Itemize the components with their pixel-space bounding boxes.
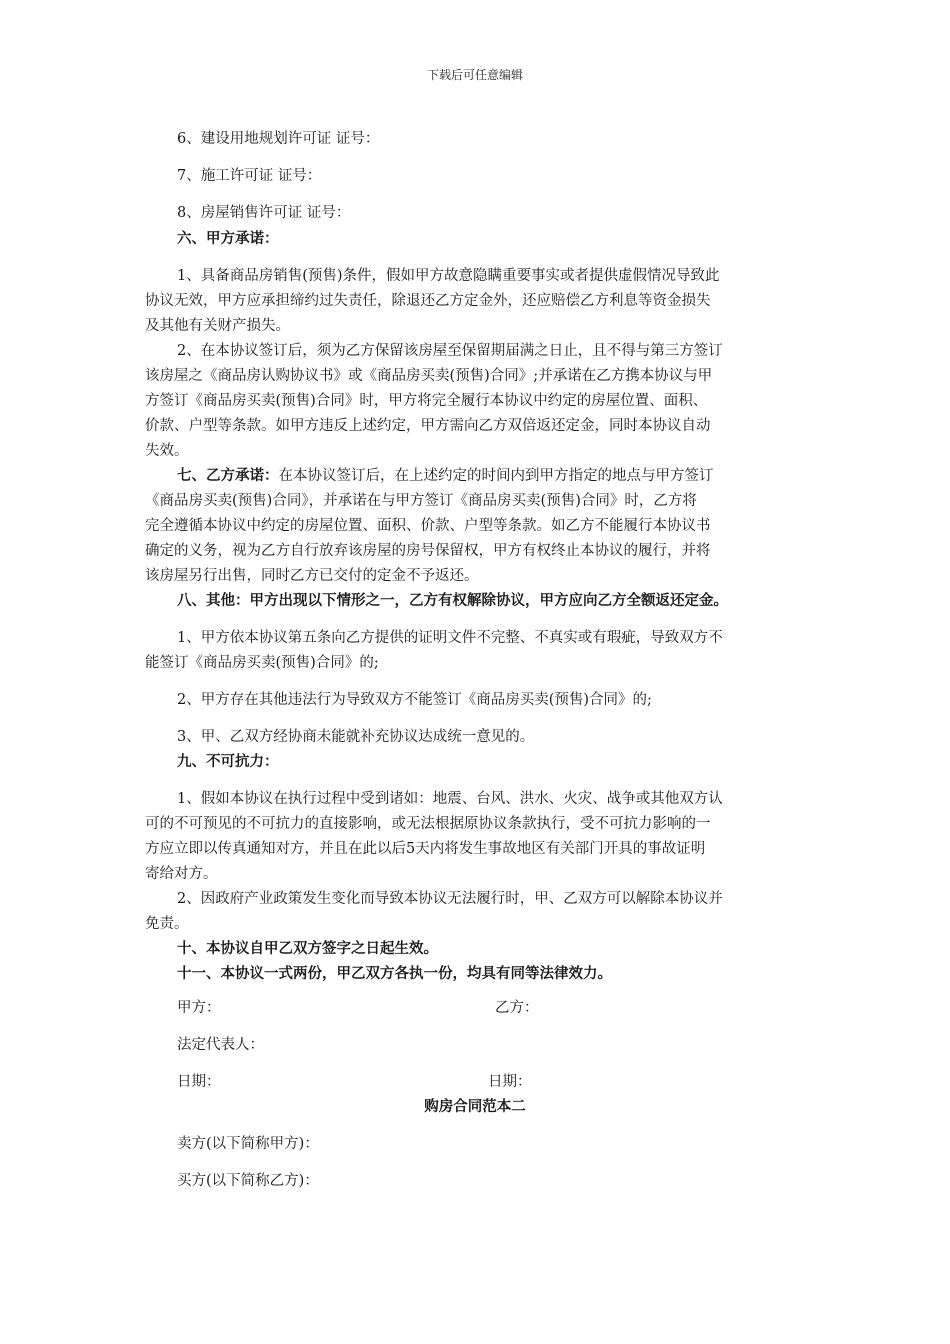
clause-line: 2、因政府产业政策发生变化而导致本协议无法履行时，甲、乙双方可以解除本协议并 [177, 891, 723, 907]
clause-line: 3、甲、乙双方经协商未能就补充协议达成统一意见的。 [177, 729, 535, 745]
section-heading: 六、甲方承诺： [177, 230, 279, 247]
clause-text: 在本协议签订后，在上述约定的时间内到甲方指定的地点与甲方签订 [278, 468, 714, 484]
party-a-signature-label: 甲方： [177, 1000, 221, 1016]
section-heading: 八、其他：甲方出现以下情形之一，乙方有权解除协议，甲方应向乙方全额返还定金。 [177, 592, 728, 609]
clause-line: 能签订《商品房买卖(预售)合同》的; [145, 655, 379, 671]
clause-line: 及其他有关财产损失。 [145, 318, 290, 334]
clause-line: 可的不可预见的不可抗力的直接影响，或无法根据原协议条款执行，受不可抗力影响的一 [145, 816, 711, 832]
clause-line: 寄给对方。 [145, 866, 218, 882]
clause-line: 6、建设用地规划许可证 证号： [177, 131, 380, 147]
section-heading: 九、不可抗力： [177, 753, 279, 770]
party-b-date-label: 日期： [488, 1074, 532, 1090]
clause-line: 该房屋另行出售，同时乙方已交付的定金不予返还。 [145, 568, 479, 584]
clause-line: 方签订《商品房买卖(预售)合同》时，甲方将完全履行本协议中约定的房屋位置、面积、 [145, 393, 708, 409]
clause-line: 1、假如本协议在执行过程中受到诸如：地震、台风、洪水、火灾、战争或其他双方认 [177, 791, 723, 807]
clause-line: 协议无效，甲方应承担缔约过失责任，除退还乙方定金外，还应赔偿乙方利息等资金损失 [145, 293, 711, 309]
clause-line: 1、具备商品房销售(预售)条件，假如甲方故意隐瞒重要事实或者提供虚假情况导致此 [177, 268, 720, 284]
party-b-signature-label: 乙方： [495, 1000, 539, 1016]
clause-line: 失效。 [145, 443, 189, 459]
clause-line: 1、甲方依本协议第五条向乙方提供的证明文件不完整、不真实或有瑕疵，导致双方不 [177, 630, 723, 646]
clause-line: 2、甲方存在其他违法行为导致双方不能签订《商品房买卖(预售)合同》的; [177, 692, 652, 708]
clause-line: 确定的义务，视为乙方自行放弃该房屋的房号保留权，甲方有权终止本协议的履行，并将 [145, 543, 711, 559]
section-line [177, 465, 847, 487]
section-heading: 十一、本协议一式两份，甲乙双方各执一份，均具有同等法律效力。 [177, 965, 612, 982]
document-title: 购房合同范本二 [424, 1098, 526, 1115]
legal-representative-label: 法定代表人： [177, 1037, 264, 1053]
clause-line: 完全遵循本协议中约定的房屋位置、面积、价款、户型等条款。如乙方不能履行本协议书 [145, 518, 711, 534]
clause-line: 《商品房买卖(预售)合同》，并承诺在与甲方签订《商品房买卖(预售)合同》时，乙方将 [145, 493, 697, 509]
clause-line: 该房屋之《商品房认购协议书》或《商品房买卖(预售)合同》;并承诺在乙方携本协议与甲 [145, 368, 713, 384]
clause-line: 免责。 [145, 916, 189, 932]
clause-line: 2、在本协议签订后，须为乙方保留该房屋至保留期届满之日止，且不得与第三方签订 [177, 343, 723, 359]
buyer-label: 买方(以下简称乙方)： [177, 1173, 319, 1189]
clause-line: 价款、户型等条款。如甲方违反上述约定，甲方需向乙方双倍返还定金，同时本协议自动 [145, 418, 711, 434]
page-header: 下载后可任意编辑 [426, 68, 523, 82]
clause-line: 8、房屋销售许可证 证号： [177, 205, 351, 221]
section-heading: 十、本协议自甲乙双方签字之日起生效。 [177, 940, 438, 957]
clause-line: 方应立即以传真通知对方，并且在此以后5天内将发生事故地区有关部门开具的事故证明 [145, 841, 706, 857]
seller-label: 卖方(以下简称甲方)： [177, 1136, 319, 1152]
party-a-date-label: 日期： [177, 1074, 221, 1090]
clause-line: 7、施工许可证 证号： [177, 168, 322, 184]
section-heading: 七、乙方承诺： [177, 467, 279, 484]
